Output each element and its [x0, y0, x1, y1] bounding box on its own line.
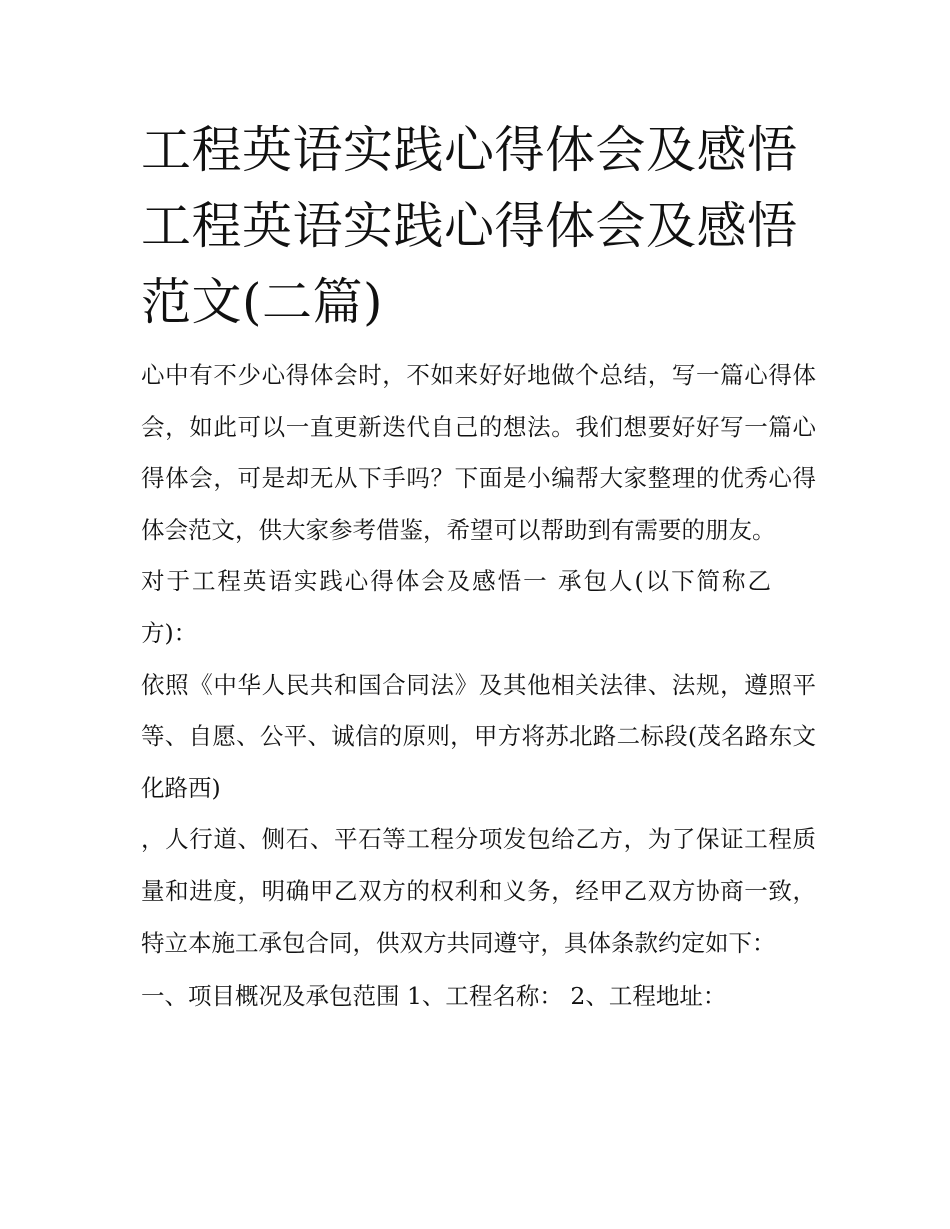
title-line-1: 工程英语实践心得体会及感悟 — [141, 121, 798, 179]
section-one-heading: 一、项目概况及承包范围 1、工程名称： 2、工程地址： — [141, 982, 727, 1011]
intro-paragraph: 心中有不少心得体会时，不如来好好地做个总结，写一篇心得体会，如此可以一直更新迭代自己的想法。我们想要好好写一篇心得体会，可是却无从下手吗？下面是小编帮大家整理的优秀心得体会范文，供大家参考借鉴，希望可以帮助到有需要的朋友。 — [141, 361, 816, 544]
title-line-3: 范文(二篇) — [141, 273, 384, 331]
title-line-2: 工程英语实践心得体会及感悟 — [141, 197, 798, 255]
contractor-paragraph: 对于工程英语实践心得体会及感悟一 承包人(以下简称乙方)： — [141, 567, 771, 647]
scope-paragraph: ，人行道、侧石、平石等工程分项发包给乙方，为了保证工程质量和进度，明确甲乙双方的权利和义务，经甲乙双方协商一致，特立本施工承包合同，供双方共同遵守，具体条款约定如下： — [141, 825, 816, 957]
document-title — [141, 112, 816, 340]
document-content — [141, 112, 816, 1023]
legal-basis-paragraph: 依照《中华人民共和国合同法》及其他相关法律、法规，遵照平等、自愿、公平、诚信的原则，甲方将苏北路二标段(茂名路东文化路西) — [141, 670, 816, 802]
